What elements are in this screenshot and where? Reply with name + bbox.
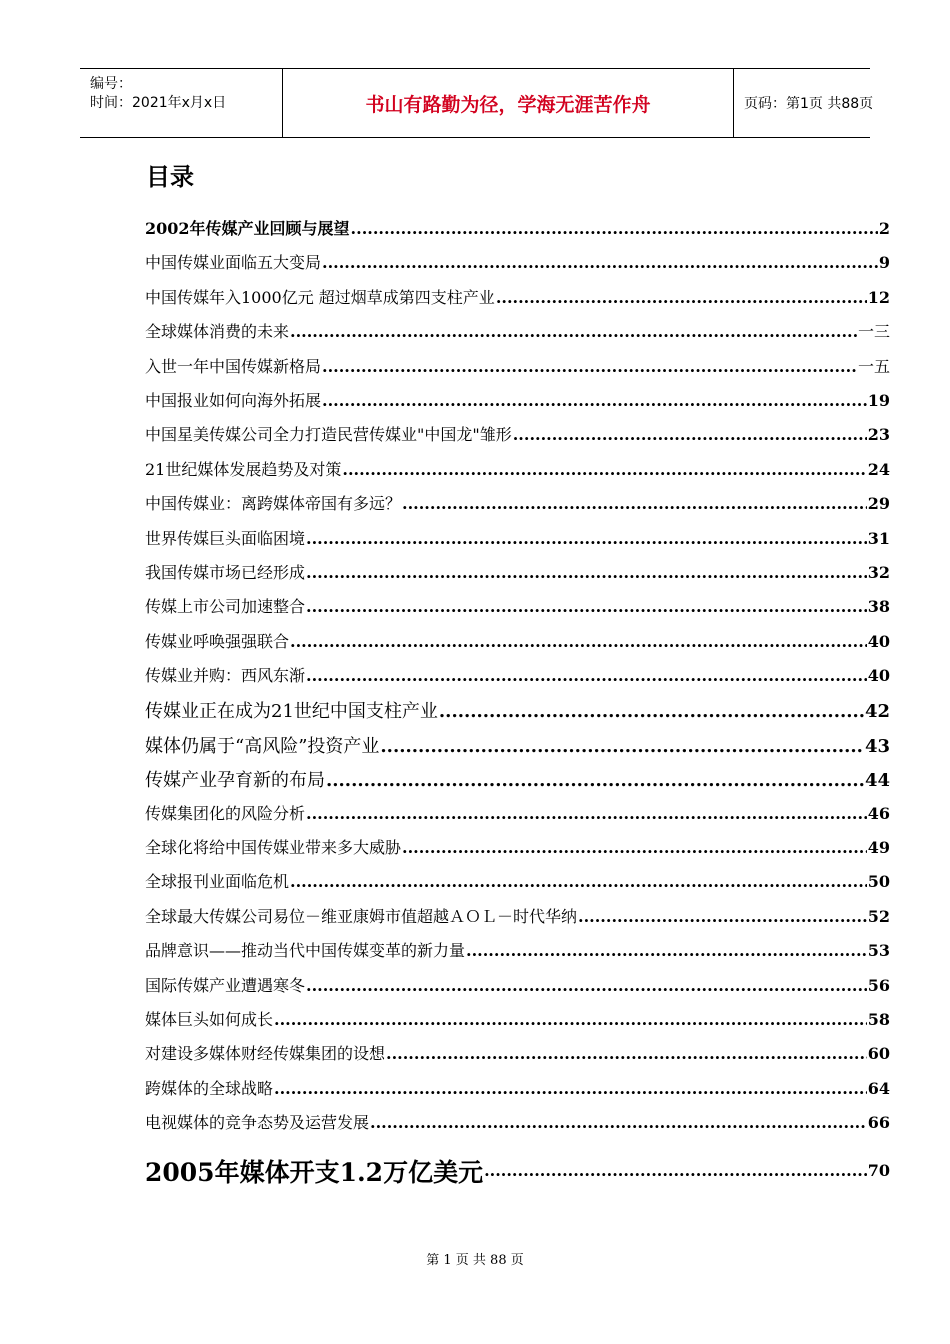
toc-entry-page: 53	[867, 941, 890, 961]
header-page-info: 页码：第1页 共88页	[744, 96, 874, 112]
toc-entry-title: 中国星美传媒公司全力打造民营传媒业"中国龙"雏形	[145, 425, 512, 445]
toc-entry-title: 跨媒体的全球战略	[145, 1078, 274, 1098]
toc-entry-page: 24	[867, 459, 890, 479]
toc-entry-page: 9	[878, 253, 890, 273]
toc-entry-page: 58	[867, 1009, 890, 1029]
toc-leader	[496, 288, 867, 307]
toc-entry[interactable]	[145, 457, 890, 491]
toc-entry-title: 电视媒体的竞争态势及运营发展	[145, 1113, 370, 1133]
toc-entry-page: 40	[867, 631, 890, 651]
toc-entry[interactable]	[145, 766, 890, 800]
toc-leader	[342, 460, 866, 479]
toc-entry[interactable]	[145, 422, 890, 456]
toc-entry-page: 一五	[857, 356, 890, 376]
toc-entry-page: 50	[867, 872, 890, 892]
toc-entry-page: 70	[867, 1161, 890, 1181]
toc-entry-title: 传媒产业孕育新的布局	[145, 770, 325, 792]
toc-entry-title: 2005年媒体开支1.2万亿美元	[145, 1157, 484, 1187]
toc-entry-page: 40	[867, 666, 890, 686]
toc-entry-page: 29	[867, 494, 890, 514]
toc-entry[interactable]	[145, 560, 890, 594]
toc-leader	[322, 253, 878, 272]
toc-entry[interactable]	[145, 526, 890, 560]
toc-entry-page: 2	[878, 219, 890, 238]
toc-entry-page: 60	[867, 1044, 890, 1064]
toc-leader	[380, 736, 864, 757]
toc-leader	[290, 872, 867, 891]
toc-entry[interactable]	[145, 904, 890, 938]
toc-entry[interactable]	[145, 697, 890, 731]
toc-entry-page: 23	[867, 425, 890, 445]
table-of-contents	[145, 216, 890, 1197]
toc-entry-page: 一三	[857, 322, 890, 342]
toc-entry-title: 传媒业呼唤强强联合	[145, 631, 290, 651]
toc-entry[interactable]	[145, 216, 890, 250]
toc-leader	[370, 1113, 867, 1132]
toc-entry-title: 对建设多媒体财经传媒集团的设想	[145, 1044, 386, 1064]
toc-entry[interactable]	[145, 491, 890, 525]
toc-leader	[274, 1010, 867, 1029]
toc-entry[interactable]	[145, 801, 890, 835]
toc-entry[interactable]	[145, 1007, 890, 1041]
header-meta	[80, 69, 282, 137]
toc-entry[interactable]	[145, 388, 890, 422]
toc-entry-title: 中国传媒业：离跨媒体帝国有多远？	[145, 494, 402, 514]
toc-entry-title: 中国传媒年入1000亿元 超过烟草成第四支柱产业	[145, 287, 495, 307]
page-header	[80, 68, 874, 138]
toc-entry-title: 传媒业正在成为21世纪中国支柱产业	[145, 701, 438, 723]
toc-entry-title: 全球化将给中国传媒业带来多大威胁	[145, 838, 402, 858]
toc-entry[interactable]	[145, 285, 890, 319]
toc-entry-page: 19	[867, 390, 890, 410]
toc-leader	[306, 529, 867, 548]
toc-entry-title: 传媒上市公司加速整合	[145, 597, 306, 617]
toc-entry[interactable]	[145, 319, 890, 353]
toc-leader	[439, 701, 864, 722]
toc-leader	[290, 322, 857, 341]
toc-entry-title: 中国报业如何向海外拓展	[145, 390, 322, 410]
toc-entry[interactable]	[145, 594, 890, 628]
toc-entry[interactable]	[145, 1041, 890, 1075]
toc-leader	[402, 838, 867, 857]
toc-entry-title: 媒体巨头如何成长	[145, 1009, 274, 1029]
toc-title: 目录	[146, 163, 194, 191]
toc-entry[interactable]	[145, 938, 890, 972]
toc-entry-page: 46	[867, 803, 890, 823]
toc-entry-title: 全球媒体消费的未来	[145, 322, 290, 342]
time-label: 时间：2021年x月x日	[90, 95, 227, 111]
toc-entry-page: 52	[867, 906, 890, 926]
toc-entry-title: 2002年传媒产业回顾与展望	[145, 219, 350, 238]
number-label: 编号：	[90, 76, 132, 92]
toc-leader	[290, 632, 867, 651]
toc-entry-page: 66	[867, 1113, 890, 1133]
toc-leader	[322, 357, 857, 376]
toc-entry-title: 全球报刊业面临危机	[145, 872, 290, 892]
toc-leader	[326, 770, 864, 791]
toc-leader	[386, 1044, 867, 1063]
toc-leader	[274, 1079, 867, 1098]
toc-entry[interactable]	[145, 663, 890, 697]
toc-entry[interactable]	[145, 732, 890, 766]
toc-leader	[306, 563, 867, 582]
toc-leader	[306, 976, 867, 995]
toc-entry-title: 传媒业并购：西风东渐	[145, 666, 306, 686]
toc-entry-title: 21世纪媒体发展趋势及对策	[145, 459, 342, 479]
toc-entry-title: 中国传媒业面临五大变局	[145, 253, 322, 273]
toc-leader	[306, 597, 867, 616]
toc-entry-title: 传媒集团化的风险分析	[145, 803, 306, 823]
toc-entry[interactable]	[145, 973, 890, 1007]
toc-entry[interactable]	[145, 1110, 890, 1144]
toc-entry-page: 43	[864, 735, 890, 757]
toc-entry[interactable]	[145, 354, 890, 388]
toc-entry-title: 国际传媒产业遭遇寒冬	[145, 975, 306, 995]
toc-entry-page: 56	[867, 975, 890, 995]
toc-entry-page: 64	[867, 1078, 890, 1098]
toc-leader	[484, 1161, 867, 1180]
toc-entry[interactable]	[145, 835, 890, 869]
toc-entry-page: 42	[864, 701, 890, 723]
toc-entry-page: 32	[867, 562, 890, 582]
toc-entry[interactable]	[145, 1145, 890, 1197]
toc-entry-page: 38	[867, 597, 890, 617]
toc-leader	[402, 494, 867, 513]
toc-entry[interactable]	[145, 250, 890, 284]
toc-leader	[306, 666, 867, 685]
toc-entry-title: 品牌意识——推动当代中国传媒变革的新力量	[145, 941, 466, 961]
toc-entry[interactable]	[145, 869, 890, 903]
toc-leader	[466, 941, 867, 960]
toc-entry-title: 世界传媒巨头面临困境	[145, 528, 306, 548]
toc-leader	[322, 391, 867, 410]
toc-entry-title: 媒体仍属于“高风险”投资产业	[145, 735, 380, 757]
toc-entry[interactable]	[145, 1076, 890, 1110]
header-motto: 书山有路勤为径，学海无涯苦作舟	[282, 69, 734, 137]
toc-leader	[513, 425, 867, 444]
toc-leader	[578, 907, 867, 926]
toc-entry-title: 我国传媒市场已经形成	[145, 562, 306, 582]
toc-entry-page: 12	[867, 287, 890, 307]
toc-leader	[351, 219, 878, 238]
page-footer: 第 1 页 共 88 页	[426, 1253, 524, 1268]
toc-entry[interactable]	[145, 629, 890, 663]
toc-leader	[306, 804, 867, 823]
toc-entry-page: 49	[867, 838, 890, 858]
toc-entry-page: 44	[864, 770, 890, 792]
toc-entry-page: 31	[867, 528, 890, 548]
toc-entry-title: 入世一年中国传媒新格局	[145, 356, 322, 376]
toc-entry-title: 全球最大传媒公司易位－维亚康姆市值超越ＡＯＬ－时代华纳	[145, 906, 578, 926]
